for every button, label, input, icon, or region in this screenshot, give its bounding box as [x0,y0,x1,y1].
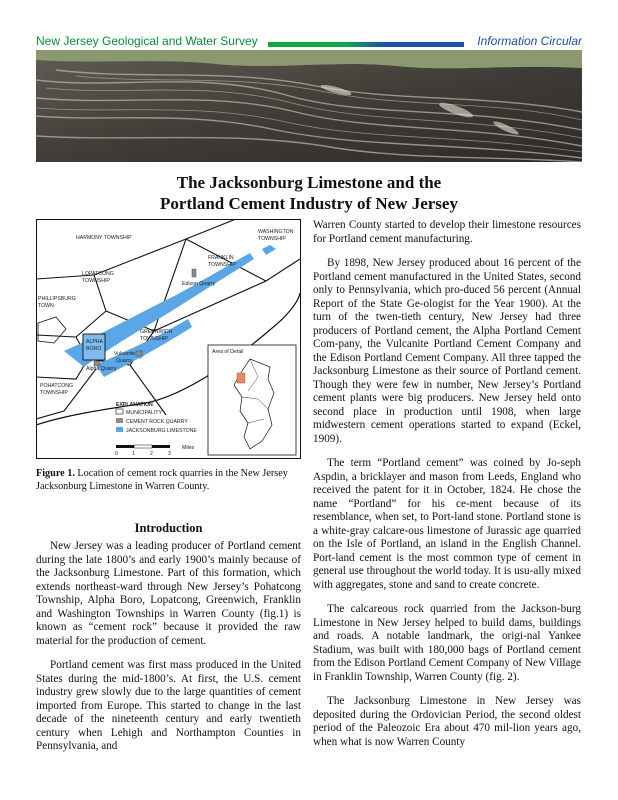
map-label-greenwich-2: TOWNSHIP [140,336,168,342]
paragraph: New Jersey was a leading producer of Portland cement during the late 1800’s and early 1900’s mainly because of the Jacksonburg Limestone. Part of this formation, which extends northeast-ward through New Jersey’s Pohatcong Township, Alpha Boro, Lopatcong, Greenwich, Franklin and Washington Townships in Warren County (fig.1) is known as “cement rock” because it provided the raw material for the production of cement. [36,540,301,647]
legend-quarry: CEMENT ROCK QUARRY [126,419,188,425]
caption-text: Location of cement rock quarries in the New Jersey Jacksonburg Limestone in Warren County. [36,468,288,492]
inset-area-of-detail [237,373,245,383]
caption-label: Figure 1. [36,468,75,479]
agency-name: New Jersey Geological and Water Survey [36,34,258,48]
map-label-pohatcong: POHATCONG [40,383,74,389]
inset-title: Area of Detail [212,349,244,355]
township-map [36,219,301,459]
map-label-lopatcong: LOPATCONG [82,271,114,277]
scale-tick-2: 2 [150,451,153,457]
figure-caption [36,467,301,493]
left-column-text [36,540,301,765]
map-label-pohatcong-2: TOWNSHIP [40,390,68,396]
header-rule [268,42,464,47]
scale-tick-3: 3 [168,451,171,457]
map-label-alpha-quarry: Alpha Quarry [86,366,117,372]
legend-municipality: MUNICIPALITY [126,410,162,416]
map-label-alpha-2: BORO [86,346,102,352]
rock-outcrop-photo [36,50,582,162]
scale-tick-0: 0 [115,451,118,457]
map-label-harmony: HARMONY TOWNSHIP [76,235,132,241]
map-label-vulcanite-2: Quarry [116,358,132,364]
map-label-vulcanite: Vulcanite [114,351,136,357]
map-label-greenwich: GREENWICH [140,329,173,335]
legend-limestone: JACKSONBURG LIMESTONE [126,428,197,434]
inset-locator-map [208,345,296,455]
map-label-alpha: ALPHA [86,339,104,345]
scale-tick-1: 1 [132,451,135,457]
publication-series: Information Circular [477,34,582,48]
right-column-text [313,219,581,760]
map-label-franklin: FRANKLIN [208,255,234,261]
paragraph: The calcareous rock quarried from the Jackson-burg Limestone in New Jersey helped to build dams, buildings and roads. A notable landmark, the origi-nal Yankee Stadium, was built with 180,000 bags of Portland cement from the Edison Portland Cement Company of New Village in Franklin Township, Warren County (fig. 2). [313,603,581,683]
paragraph: By 1898, New Jersey produced about 16 percent of the Portland cement manufactured in the United States, second only to Pennsylvania, which pro-duced 56 percent (Annual Report of the State Ge-ologist for the Year 1900). At the turn of the twen-tieth century, New Jersey had three producers of Portland cement, the Alpha Portland Cement Com-pany, the Vulcanite Portland Cement Company and the Edison Portland Cement Company. All three tapped the Jacksonburg Limestone as their source of Portland cement. Though they were few in number, New Jersey’s Portland cement plants were big producers. New Jersey held onto second place in production until 1908, when large midwestern cement operations started to expand (Eckel, 1909). [313,257,581,445]
document-title [0,172,618,214]
map-label-lopatcong-2: TOWNSHIP [82,278,110,284]
paragraph: The term “Portland cement” was coined by Jo-seph Aspdin, a bricklayer and mason from Leeds, England who received the patent for it in October, 1824. He chose the name “Portland” for his ce-ment because of its resemblance, when set, to Port-land stone. Portland stone is a white-gray calcare-ous limestone of Jurassic age quarried on the Isle of Portland, an island in the English Channel. Port-land cement is the most common type of cement in general use throughout the world today. It is usu-ally mixed with aggregates, stone and sand to create concrete. [313,457,581,591]
legend-title: EXPLANATION [116,402,153,408]
scale-unit: Miles [182,445,195,451]
title-line-2: Portland Cement Industry of New Jersey [160,194,458,213]
map-label-phillipsburg-2: TOWN [38,303,54,309]
title-line-1: The Jacksonburg Limestone and the [176,173,442,192]
paragraph: The Jacksonburg Limestone in New Jersey was deposited during the Ordovician Period, the second oldest period of the Paleozoic Era about 470 mil-lion years ago, when what is now Warren County [313,695,581,748]
map-label-edison-quarry: Edison Quarry [182,281,216,287]
map-label-washington-2: TOWNSHIP [258,236,286,242]
map-label-phillipsburg: PHILLIPSBURG [38,296,76,302]
paragraph: Warren County started to develop their limestone resources for Portland cement manufacturing. [313,219,581,245]
section-heading-introduction: Introduction [134,521,203,535]
map-label-franklin-2: TOWNSHIP [208,262,236,268]
map-label-washington: WASHINGTON [258,229,294,235]
paragraph: Portland cement was first mass produced in the United States during the mid-1800’s. At first, the U.S. cement industry grew slowly due to the large quantities of cement imported from Europe. This started to change in the last decade of the nineteenth century and early twentieth century when Lehigh and Northampton Counties in Pennsylvania, and [36,659,301,752]
